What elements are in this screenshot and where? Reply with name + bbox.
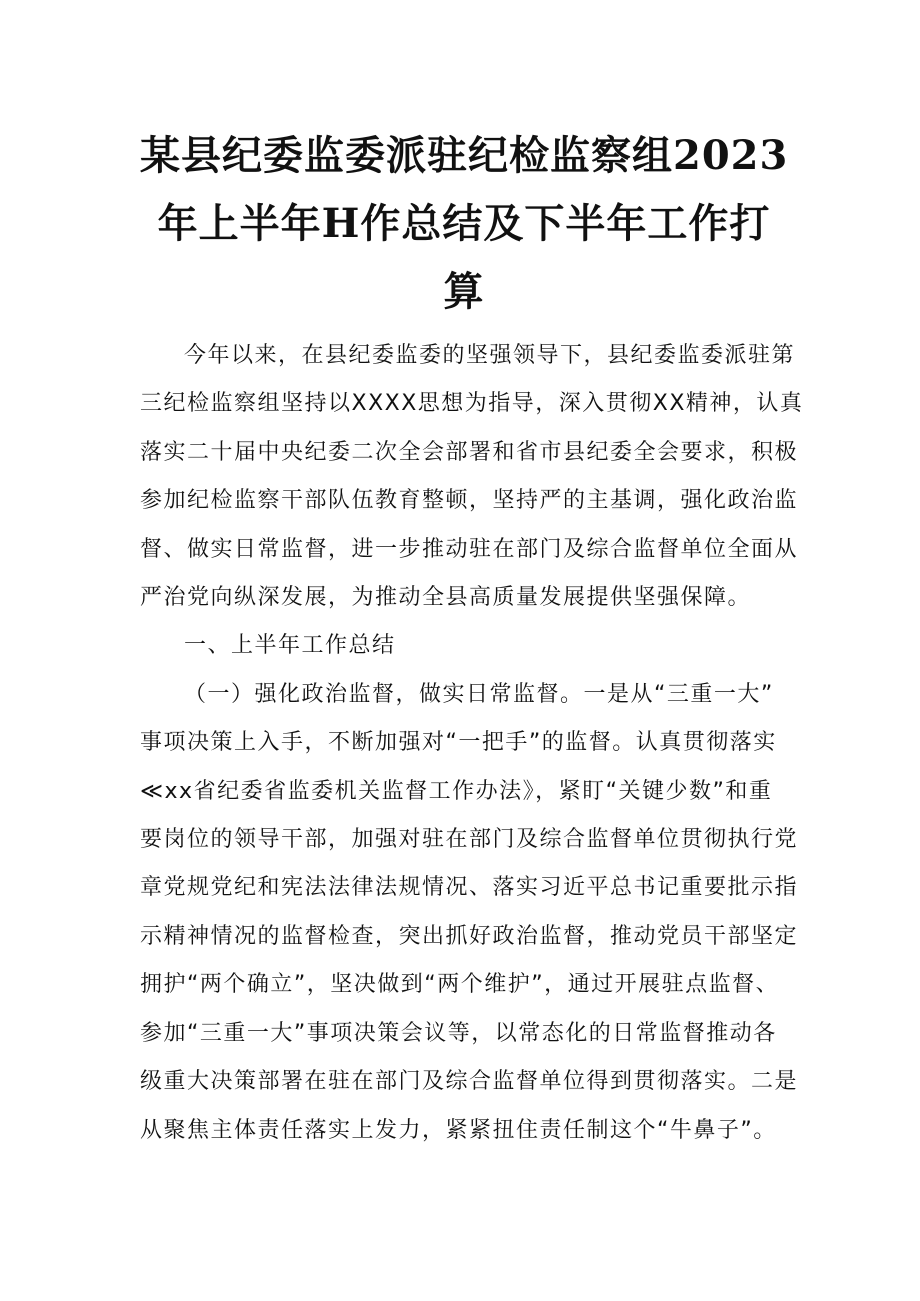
text-line: 督、做实日常监督，进一步推动驻在部门及综合监督单位全面从 (140, 536, 799, 562)
title-line: 年上半年H作总结及下半年工作打 (157, 200, 771, 247)
subsection-paragraph (140, 671, 799, 1155)
section-heading (140, 622, 788, 670)
section-heading-text: 一、上半年工作总结 (184, 633, 396, 659)
text-line: 示精神情况的监督检查，突出抓好政治监督，推动党员干部坚定 (140, 923, 799, 949)
document-title (140, 122, 788, 326)
text-line: 级重大决策部署在驻在部门及综合监督单位得到贯彻落实。二是 (140, 1069, 799, 1095)
text-line: 要岗位的领导干部，加强对驻在部门及综合监督单位贯彻执行党 (140, 827, 799, 853)
text-line: ≪xx省纪委省监委机关监督工作办法》，紧盯“关键少数”和重 (140, 778, 773, 804)
title-line: 算 (443, 268, 485, 315)
text-line: 三纪检监察组坚持以XXXX思想为指导，深入贯彻XX精神，认真 (140, 391, 804, 417)
text-line: 落实二十届中央纪委二次全会部署和省市县纪委全会要求，积极 (140, 439, 799, 465)
intro-paragraph (140, 332, 804, 622)
text-line: 章党规党纪和宪法法律法规情况、落实习近平总书记重要批示指 (140, 875, 799, 901)
document-body (140, 332, 804, 1155)
text-line: 从聚焦主体责任落实上发力，紧紧扭住责任制这个“牛鼻子”。 (140, 1117, 777, 1143)
text-line: 今年以来，在县纪委监委的坚强领导下，县纪委监委派驻第 (184, 343, 796, 368)
text-line: 事项决策上入手，不断加强对“一把手”的监督。认真贯彻落实 (140, 730, 777, 756)
text-line: 拥护“两个确立”，坚决做到“两个维护”，通过开展驻点监督、 (140, 972, 780, 998)
title-line: 某县纪委监委派驻纪检监察组2023 (140, 132, 789, 179)
text-line: （一）强化政治监督，做实日常监督。一是从“三重一大” (184, 681, 774, 707)
text-line: 严治党向纵深发展，为推动全县高质量发展提供坚强保障。 (140, 585, 752, 611)
text-line: 参加“三重一大”事项决策会议等，以常态化的日常监督推动各 (140, 1020, 777, 1046)
text-line: 参加纪检监察干部队伍教育整顿，坚持严的主基调，强化政治监 (140, 488, 799, 514)
